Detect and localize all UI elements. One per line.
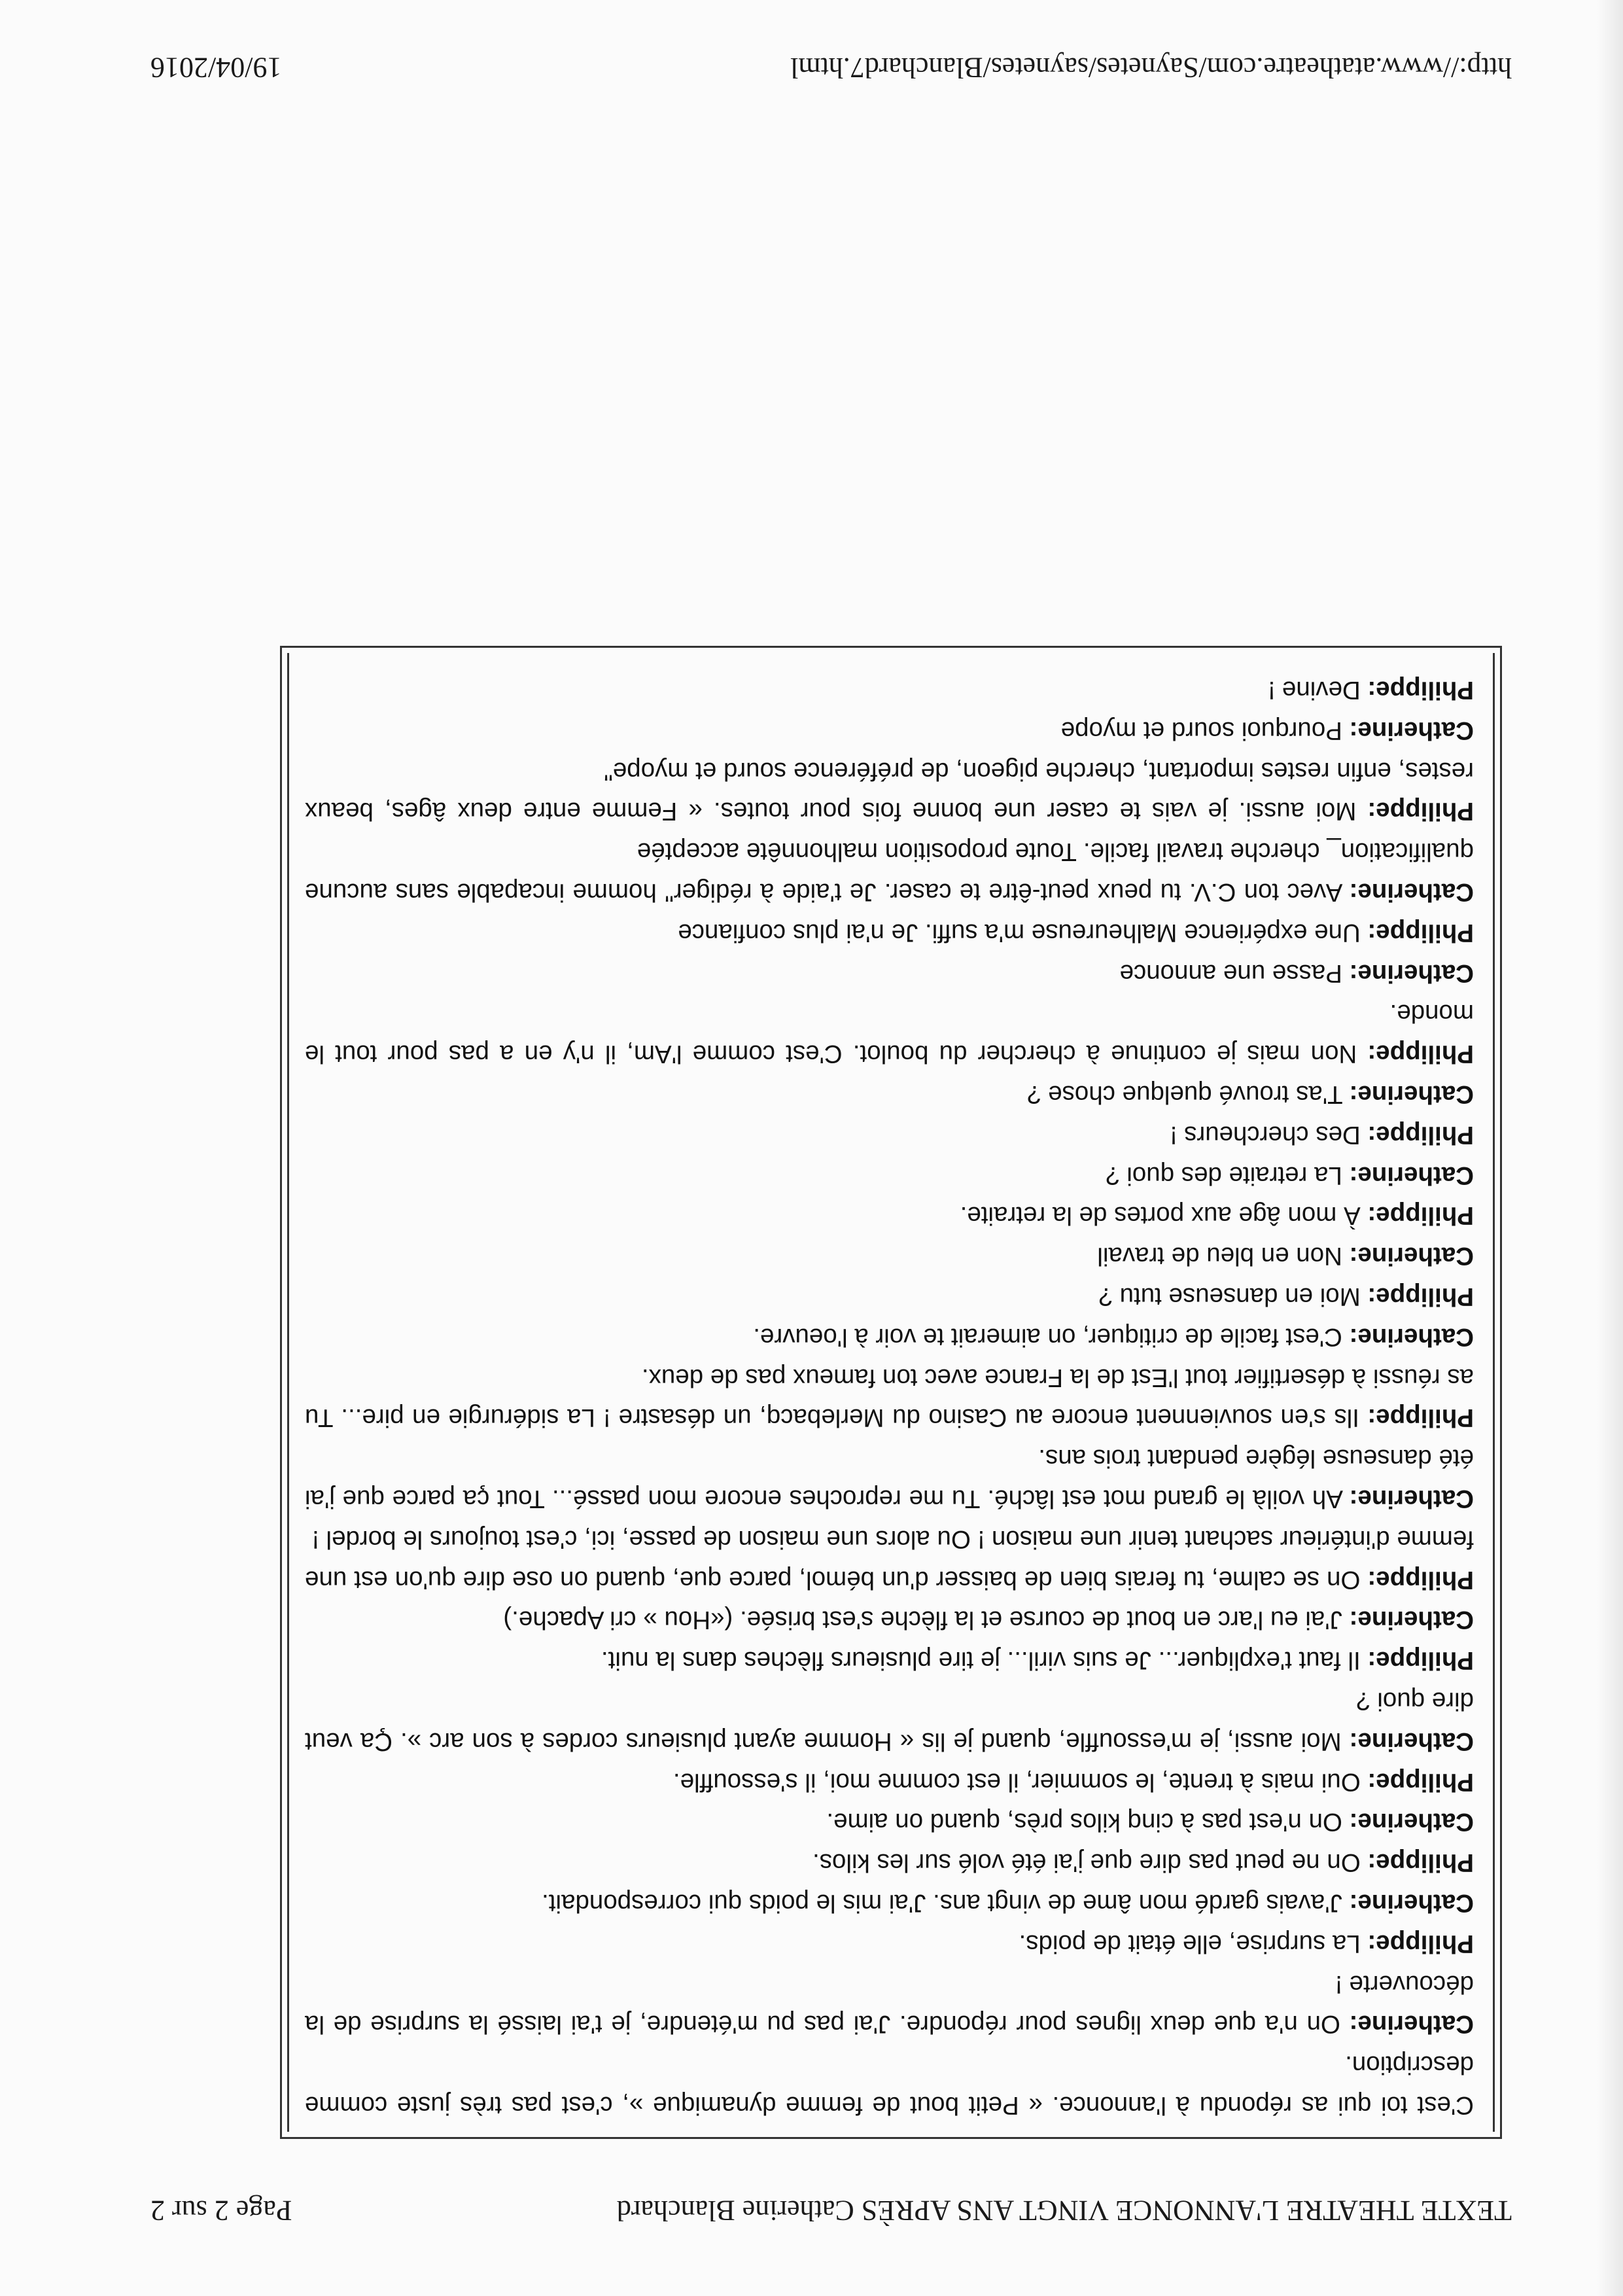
line-text: Moi aussi. je vais te caser une bonne fois pour toutes. « Femme entre deux âges, beaux restes, enfin restes important, cherche pigeon, de préférence sourd et myope" xyxy=(305,756,1474,826)
source-url: http://www.atatheatre.com/Saynetes/saynetes/Blanchard7.html xyxy=(790,52,1512,84)
line-text: C'est facile de critiquer, on aimerait te voir à l'oeuvre. xyxy=(753,1322,1350,1351)
dialogue-line xyxy=(305,1761,1474,1802)
speaker-name: Philippe: xyxy=(1367,918,1474,947)
line-text: Ah voilà le grand mot est lâché. Tu me reproches encore mon passé... Tout ça parce que j'ai été danseuse légère pendant trois ans. xyxy=(305,1444,1474,1513)
line-text: À mon âge aux portes de la retraite. xyxy=(960,1201,1368,1230)
speaker-name: Catherine: xyxy=(1349,1727,1474,1756)
line-text: Oui mais à trente, le sommier, il est comme moi, il s'essouffle. xyxy=(672,1767,1368,1796)
dialogue-line xyxy=(305,1640,1474,1680)
line-text: Moi aussi, je m'essouffle, quand je lis « Homme ayant plusieurs cordes à son arc ». Ça veut dire quoi ? xyxy=(305,1687,1474,1756)
line-text: C'est toi qui as répondu à l'annonce. « Petit bout de femme dynamique », c'est pas très juste comme description. xyxy=(305,2051,1474,2119)
scan-shadow xyxy=(1597,0,1623,2296)
dialogue-line xyxy=(305,669,1474,710)
speaker-name: Catherine: xyxy=(1349,1080,1474,1109)
line-text: Pourquoi sourd et myope xyxy=(1060,716,1350,745)
speaker-name: Philippe: xyxy=(1367,1848,1474,1877)
speaker-name: Philippe: xyxy=(1367,1929,1474,1958)
dialogue-line xyxy=(305,1195,1474,1236)
dialogue-line xyxy=(305,2044,1474,2125)
dialogue-line xyxy=(305,1235,1474,1276)
line-text: Moi en danseuse tutu ? xyxy=(1098,1282,1368,1311)
text-frame xyxy=(280,646,1502,2139)
dialogue-body xyxy=(305,669,1474,2125)
dialogue-line xyxy=(305,1964,1474,2045)
line-text: J'ai eu l'arc en bout de course et la flèche s'est brisée. («Hou » cri Apache.) xyxy=(503,1606,1350,1634)
page-number: Page 2 sur 2 xyxy=(150,2195,292,2227)
dialogue-line xyxy=(305,1438,1474,1519)
line-text: On n'est pas à cinq kilos près, quand on aime. xyxy=(826,1808,1350,1837)
speaker-name: Philippe: xyxy=(1367,1040,1474,1069)
dialogue-line xyxy=(305,1680,1474,1761)
line-text: La surprise, elle était de poids. xyxy=(1019,1929,1368,1958)
page-header xyxy=(150,2188,1512,2227)
dialogue-line xyxy=(305,993,1474,1074)
page-footer xyxy=(150,45,1512,84)
dialogue-line xyxy=(305,1519,1474,1600)
speaker-name: Catherine: xyxy=(1349,2010,1474,2039)
speaker-name: Catherine: xyxy=(1349,1485,1474,1513)
line-text: On se calme, tu ferais bien de baisser d'un bémol, parce que, quand on ose dire qu'on est une femme d'intérieur sachant tenir une maison ! Ou alors une maison de passe, ici, c'est toujours le bordel ! xyxy=(305,1525,1474,1594)
dialogue-line xyxy=(305,1155,1474,1195)
dialogue-line xyxy=(305,710,1474,751)
dialogue-line xyxy=(305,1842,1474,1882)
speaker-name: Philippe: xyxy=(1367,797,1474,826)
speaker-name: Philippe: xyxy=(1367,1120,1474,1149)
speaker-name: Catherine: xyxy=(1349,1161,1474,1190)
speaker-name: Catherine: xyxy=(1349,878,1474,907)
line-text: La retraite des quoi ? xyxy=(1106,1161,1350,1190)
dialogue-line xyxy=(305,751,1474,832)
dialogue-line xyxy=(305,1357,1474,1438)
dialogue-line xyxy=(305,1276,1474,1316)
line-text: Ils s'en souviennent encore au Casino du Merlebacq, un désastre ! La sidérurgie en pire... Tu as réussi à désertifier tout l'Est de la France avec ton fameux pas de deux. xyxy=(305,1363,1474,1432)
speaker-name: Philippe: xyxy=(1367,1201,1474,1230)
dialogue-line xyxy=(305,832,1474,913)
speaker-name: Philippe: xyxy=(1367,1282,1474,1311)
line-text: On n'a que deux lignes pour répondre. J'ai pas pu m'étendre, je t'ai laissé la surprise de la découverte ! xyxy=(305,1969,1474,2039)
line-text: T'as trouvé quelque chose ? xyxy=(1027,1080,1350,1109)
line-text: On ne peut pas dire que j'ai été volé sur les kilos. xyxy=(812,1848,1368,1877)
dialogue-line xyxy=(305,1316,1474,1357)
line-text: J'avais gardé mon âme de vingt ans. J'ai mis le poids qui correspondait. xyxy=(542,1889,1350,1918)
speaker-name: Catherine: xyxy=(1349,1242,1474,1271)
speaker-name: Catherine: xyxy=(1349,1889,1474,1918)
speaker-name: Catherine: xyxy=(1349,959,1474,987)
line-text: Non en bleu de travail xyxy=(1097,1242,1350,1271)
speaker-name: Catherine: xyxy=(1349,1322,1474,1351)
dialogue-line xyxy=(305,1802,1474,1843)
line-text: Avec ton C.V. tu peux peut-être te caser. Je t'aide à rédiger" homme incapable sans aucune qualification_ cherche travail facile. Toute proposition malhonnête acceptée xyxy=(305,838,1474,907)
speaker-name: Philippe: xyxy=(1367,676,1474,705)
document-title: TEXTE THEATRE L'ANNONCE VINGT ANS APRÈS Catherine Blanchard xyxy=(616,2195,1512,2227)
line-text: Passe une annonce xyxy=(1119,959,1350,987)
speaker-name: Philippe: xyxy=(1367,1646,1474,1675)
speaker-name: Philippe: xyxy=(1367,1404,1474,1432)
dialogue-line xyxy=(305,1600,1474,1640)
dialogue-line xyxy=(305,1882,1474,1923)
print-date: 19/04/2016 xyxy=(150,52,282,84)
speaker-name: Catherine: xyxy=(1349,1808,1474,1837)
dialogue-line xyxy=(305,912,1474,953)
speaker-name: Catherine: xyxy=(1349,1606,1474,1634)
line-text: Des chercheurs ! xyxy=(1170,1120,1368,1149)
line-text: Une expérience Malheureuse m'a suffi. Je n'ai plus confiance xyxy=(678,918,1368,947)
speaker-name: Philippe: xyxy=(1367,1767,1474,1796)
line-text: Il faut t'expliquer... Je suis viril... je tire plusieurs flèches dans la nuit. xyxy=(601,1646,1368,1675)
line-text: Non mais je continue à chercher du boulot. C'est comme l'Am, il n'y en a pas pour tout le monde. xyxy=(305,999,1474,1069)
speaker-name: Philippe: xyxy=(1367,1565,1474,1594)
dialogue-line xyxy=(305,953,1474,993)
speaker-name: Catherine: xyxy=(1349,716,1474,745)
line-text: Devine ! xyxy=(1268,676,1368,705)
dialogue-line xyxy=(305,1074,1474,1114)
dialogue-line xyxy=(305,1114,1474,1155)
dialogue-line xyxy=(305,1923,1474,1964)
